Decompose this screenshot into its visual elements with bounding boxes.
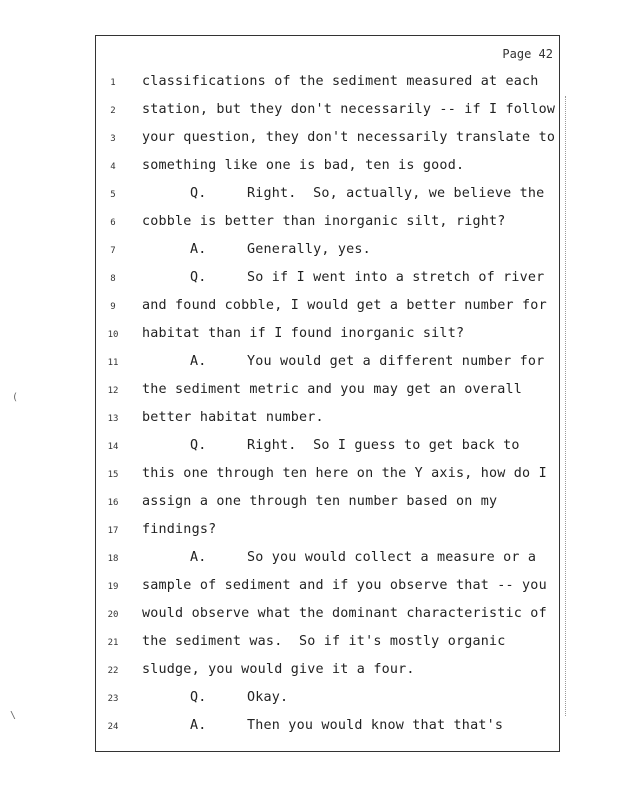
line-body: So if I went into a stretch of river [247,270,545,285]
line-body: classifications of the sediment measured at each [142,74,539,89]
line-number: 5 [110,190,116,200]
transcript-line [96,606,559,626]
line-body: station, but they don't necessarily -- if I follow [142,102,556,117]
line-text [142,466,547,481]
line-text [142,214,506,229]
transcript-line [96,550,559,570]
line-text [142,102,555,117]
transcript-line [96,662,559,682]
line-body: habitat than if I found inorganic silt? [142,326,465,341]
line-number: 11 [107,358,119,368]
line-number: 6 [110,218,116,228]
transcript-line [96,298,559,318]
line-text [190,550,536,565]
line-number: 24 [107,722,119,732]
transcript-line [96,690,559,710]
line-number: 8 [110,274,116,284]
line-body: findings? [142,522,217,537]
speaker-label: Q. [190,186,207,201]
line-text [142,662,415,677]
transcript-line [96,102,559,122]
line-body: something like one is bad, ten is good. [142,158,465,173]
line-number: 18 [107,554,119,564]
line-text [142,578,547,593]
line-text [190,438,520,453]
line-body: Okay. [247,690,289,705]
line-body: assign a one through ten number based on my [142,494,498,509]
line-body: would observe what the dominant characteristic of [142,606,547,621]
line-body: sample of sediment and if you observe that -- you [142,578,547,593]
line-body: the sediment was. So if it's mostly organic [142,634,506,649]
line-number: 3 [110,134,116,144]
line-text [142,522,216,537]
line-body: your question, they don't necessarily translate to [142,130,556,145]
transcript-line [96,354,559,374]
line-body: cobble is better than inorganic silt, right? [142,214,506,229]
line-number: 13 [107,414,119,424]
transcript-line [96,186,559,206]
speaker-label: Q. [190,270,207,285]
line-text [142,326,464,341]
line-number: 21 [107,638,119,648]
line-number: 2 [110,106,116,116]
line-number: 12 [107,386,119,396]
line-text [142,494,497,509]
line-text [142,410,324,425]
transcript-line [96,158,559,178]
speaker-label: A. [190,242,207,257]
line-body: Right. So I guess to get back to [247,438,520,453]
line-text [142,634,506,649]
line-number: 17 [107,526,119,536]
line-text [190,242,371,257]
transcript-line [96,494,559,514]
line-body: the sediment metric and you may get an overall [142,382,523,397]
page-number: Page 42 [502,47,553,61]
speaker-label: A. [190,718,207,733]
transcript-line [96,522,559,542]
line-body: So you would collect a measure or a [247,550,537,565]
line-text [190,690,288,705]
line-body: and found cobble, I would get a better number for [142,298,547,313]
line-body: Then you would know that that's [247,718,504,733]
scan-artifact-mark: ( [12,392,19,403]
scan-artifact-mark: \ [10,710,17,721]
transcript-line [96,382,559,402]
line-body: better habitat number. [142,410,324,425]
transcript-line [96,326,559,346]
line-number: 4 [110,162,116,172]
line-number: 20 [107,610,119,620]
line-text [142,130,555,145]
transcript-line [96,410,559,430]
transcript-line [96,466,559,486]
transcript-line [96,578,559,598]
line-text [190,354,544,369]
line-text [142,298,547,313]
line-body: Generally, yes. [247,242,371,257]
line-body: You would get a different number for [247,354,545,369]
line-text [142,158,464,173]
line-body: sludge, you would give it a four. [142,662,415,677]
transcript-line [96,270,559,290]
line-body: this one through ten here on the Y axis, how do I [142,466,547,481]
transcript-line [96,438,559,458]
line-text [190,186,544,201]
scan-edge-marks [564,96,566,716]
line-text [190,270,544,285]
line-number: 10 [107,330,119,340]
transcript-line [96,214,559,234]
line-number: 16 [107,498,119,508]
speaker-label: A. [190,354,207,369]
transcript-line [96,718,559,738]
line-text [142,606,547,621]
line-number: 14 [107,442,119,452]
line-text [190,718,503,733]
transcript-line [96,634,559,654]
line-number: 7 [110,246,116,256]
line-number: 22 [107,666,119,676]
line-number: 19 [107,582,119,592]
line-number: 15 [107,470,119,480]
transcript-line [96,74,559,94]
transcript-line [96,130,559,150]
transcript-page [95,35,560,752]
line-body: Right. So, actually, we believe the [247,186,545,201]
line-number: 1 [110,78,116,88]
line-number: 9 [110,302,116,312]
line-text [142,382,522,397]
speaker-label: Q. [190,438,207,453]
transcript-line [96,242,559,262]
line-number: 23 [107,694,119,704]
speaker-label: A. [190,550,207,565]
line-text [142,74,539,89]
speaker-label: Q. [190,690,207,705]
